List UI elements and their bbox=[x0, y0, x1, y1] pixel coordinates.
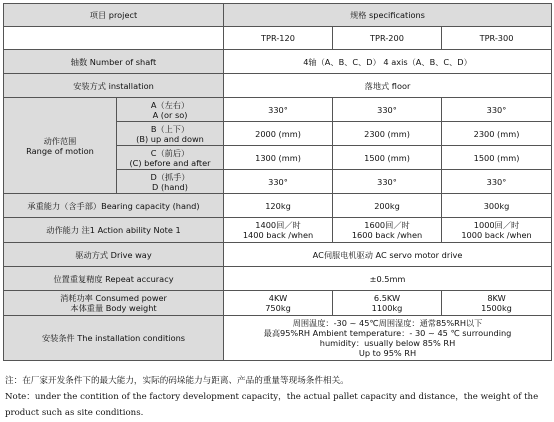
range-sub-label bbox=[117, 146, 224, 170]
power-row bbox=[4, 291, 552, 316]
repeat-row bbox=[4, 267, 552, 291]
range-value: 2000 (mm) bbox=[224, 122, 333, 146]
bearing-label: 承重能力（含手部）Bearing capacity (hand) bbox=[4, 194, 224, 218]
conditions-line: humidity：usually below 85% RH bbox=[319, 338, 456, 348]
range-sub-label bbox=[117, 122, 224, 146]
conditions-row bbox=[4, 316, 552, 361]
range-sub-cn: A（左右） bbox=[150, 99, 190, 110]
header-spec: 规格 specifications bbox=[224, 4, 552, 27]
bearing-value: 300kg bbox=[442, 194, 552, 218]
power-value bbox=[224, 291, 333, 316]
action-value-cn: 1400回／时 bbox=[255, 220, 301, 230]
installation-value: 落地式 floor bbox=[224, 74, 552, 98]
power-label bbox=[4, 291, 224, 316]
range-sub-cn: B（上下） bbox=[150, 123, 190, 134]
model-row bbox=[4, 27, 552, 50]
action-value bbox=[442, 218, 552, 243]
power-kw: 8KW bbox=[487, 293, 506, 303]
body-weight: 1100kg bbox=[371, 303, 403, 313]
range-sub-label bbox=[117, 98, 224, 122]
range-label bbox=[4, 98, 117, 194]
range-sub-en: A (or so) bbox=[152, 109, 188, 120]
header-item: 项目 project bbox=[4, 4, 224, 27]
model-name: TPR-200 bbox=[333, 27, 442, 50]
repeat-label: 位置重复精度 Repeat accuracy bbox=[4, 267, 224, 291]
bearing-row bbox=[4, 194, 552, 218]
range-value: 330° bbox=[333, 170, 442, 194]
range-value: 2300 (mm) bbox=[442, 122, 552, 146]
specifications-table bbox=[3, 3, 552, 361]
action-value-en: 1400 back /when bbox=[242, 230, 314, 240]
action-row bbox=[4, 218, 552, 243]
range-sub-cn: C（前后） bbox=[150, 147, 190, 158]
note-english: Note：under the contition of the factory development capacity，the actual pallet capacity and distance，the weight of the product such as site conditions. bbox=[5, 392, 539, 418]
range-value: 330° bbox=[442, 170, 552, 194]
range-label-cn: 动作范围 bbox=[43, 135, 77, 146]
action-value-cn: 1000回／时 bbox=[473, 220, 520, 230]
range-value: 330° bbox=[442, 98, 552, 122]
action-value-en: 1600 back /when bbox=[351, 230, 423, 240]
range-sub-en: D (hand) bbox=[152, 181, 188, 192]
shaft-value: 4轴（A、B、C、D） 4 axis（A、B、C、D） bbox=[224, 50, 552, 74]
model-name: TPR-300 bbox=[442, 27, 552, 50]
drive-row bbox=[4, 243, 552, 267]
range-sub-en: (B) up and down bbox=[136, 133, 204, 144]
drive-value: AC伺服电机驱动 AC servo motor drive bbox=[224, 243, 552, 267]
repeat-value: ±0.5mm bbox=[224, 267, 552, 291]
range-value: 2300 (mm) bbox=[333, 122, 442, 146]
body-weight: 750kg bbox=[265, 303, 291, 313]
power-value bbox=[333, 291, 442, 316]
power-label-line: 消耗功率 Consumed power bbox=[60, 293, 167, 303]
drive-label: 驱动方式 Drive way bbox=[4, 243, 224, 267]
conditions-line: 最高95%RH Ambient temperature：- 30 ~ 45 ℃ surrounding bbox=[263, 328, 512, 338]
weight-label-line: 本体重量 Body weight bbox=[70, 303, 157, 313]
range-value: 330° bbox=[333, 98, 442, 122]
range-value: 330° bbox=[224, 170, 333, 194]
installation-row bbox=[4, 74, 552, 98]
model-name: TPR-120 bbox=[224, 27, 333, 50]
conditions-label: 安装条件 The installation conditions bbox=[4, 316, 224, 361]
power-kw: 4KW bbox=[268, 293, 288, 303]
action-value bbox=[224, 218, 333, 243]
action-value-cn: 1600回／时 bbox=[364, 220, 410, 230]
range-sub-cn: D（抓手） bbox=[150, 171, 190, 182]
range-row-a bbox=[4, 98, 552, 122]
power-value bbox=[442, 291, 552, 316]
power-kw: 6.5KW bbox=[373, 293, 401, 303]
action-label: 动作能力 注1 Action ability Note 1 bbox=[4, 218, 224, 243]
range-sub-en: (C) before and after bbox=[129, 157, 211, 168]
range-value: 330° bbox=[224, 98, 333, 122]
action-value bbox=[333, 218, 442, 243]
shaft-label: 轴数 Number of shaft bbox=[4, 50, 224, 74]
action-value-en: 1000 back /when bbox=[461, 230, 532, 240]
header-row bbox=[4, 4, 552, 27]
range-label-en: Range of motion bbox=[26, 145, 94, 156]
range-value: 1300 (mm) bbox=[224, 146, 333, 170]
installation-label: 安装方式 installation bbox=[4, 74, 224, 98]
range-value: 1500 (mm) bbox=[333, 146, 442, 170]
bearing-value: 120kg bbox=[224, 194, 333, 218]
conditions-line: Up to 95% RH bbox=[358, 348, 417, 358]
bearing-value: 200kg bbox=[333, 194, 442, 218]
body-weight: 1500kg bbox=[481, 303, 512, 313]
note-chinese: 注：在厂家开发条件下的最大能力，实际的码垛能力与距离、产品的重量等现场条件相关。 bbox=[5, 376, 349, 386]
conditions-line: 周围温度：-30 ~ 45℃周围湿度：通常85%RH以下 bbox=[292, 318, 483, 328]
model-row-blank bbox=[4, 27, 224, 50]
range-value: 1500 (mm) bbox=[442, 146, 552, 170]
shaft-row bbox=[4, 50, 552, 74]
range-sub-label bbox=[117, 170, 224, 194]
conditions-value bbox=[224, 316, 552, 361]
